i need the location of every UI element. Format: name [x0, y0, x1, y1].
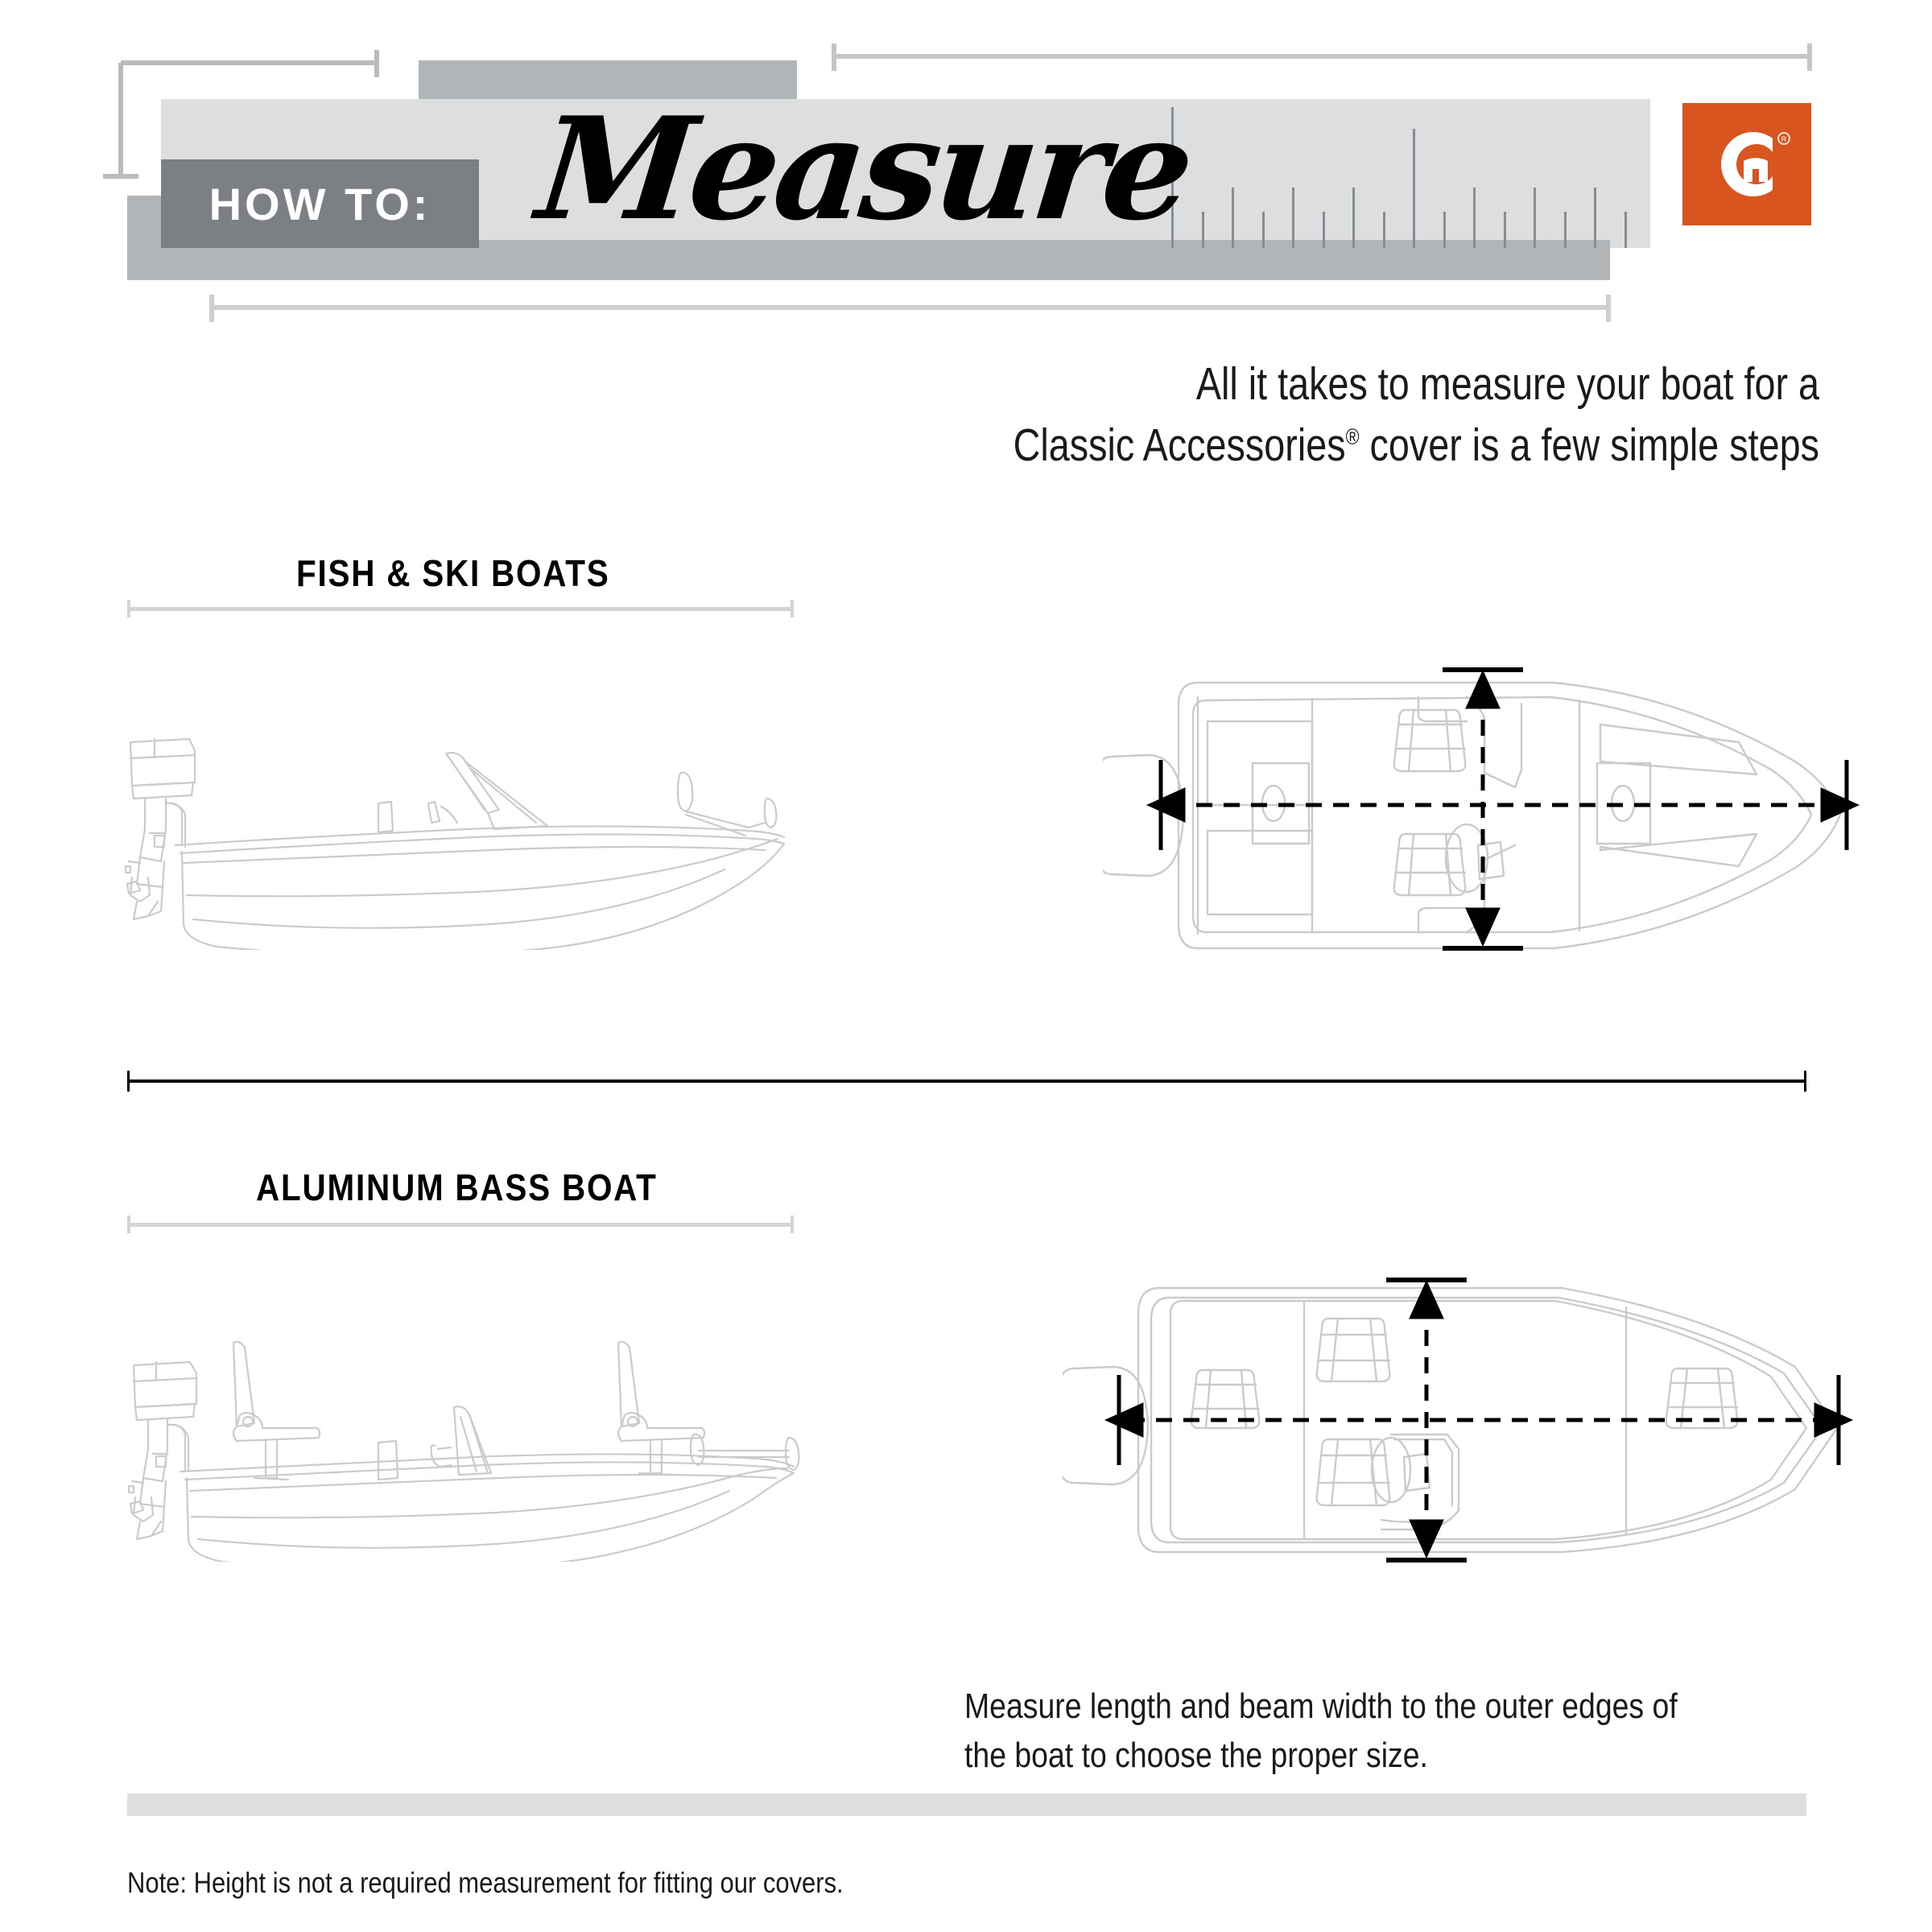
registered-mark: ® [1345, 423, 1360, 449]
section-measure-bar-aluminum-bass [127, 1216, 794, 1233]
section-title-fish-ski: FISH & SKI BOATS [296, 552, 610, 594]
ruler-tick-1 [1202, 212, 1204, 248]
section-divider [127, 1071, 1806, 1092]
footer-note: Note: Height is not a required measurement for fitting our covers. [127, 1866, 844, 1899]
measure-instruction-caption [964, 1682, 1678, 1780]
measure-bar-line [127, 1223, 794, 1227]
ruler-tick-6 [1352, 188, 1355, 248]
ruler-tick-13 [1564, 212, 1567, 248]
fish-ski-boat-top-view [1103, 644, 1916, 990]
footer-bar [127, 1794, 1806, 1816]
ruler-tick-11 [1504, 212, 1506, 248]
how-to-label: HOW TO: [208, 178, 431, 229]
divider-cap-left [127, 1071, 130, 1092]
divider-line [127, 1080, 1806, 1083]
classic-accessories-logo [1682, 103, 1811, 225]
subtitle-brand: Classic Accessories [1013, 419, 1346, 471]
measure-bar-cap-left [127, 600, 130, 617]
ruler-tick-10 [1473, 188, 1476, 248]
subtitle-line-2-tail: cover is a few simple steps [1359, 419, 1819, 471]
ruler-tick-14 [1594, 188, 1596, 248]
fish-ski-boat-side-view [113, 708, 805, 950]
subtitle-line-2 [790, 415, 1819, 477]
ruler-tick-9 [1443, 212, 1446, 248]
section-measure-bar-fish-ski [127, 600, 794, 617]
section-title-aluminum-bass: ALUMINUM BASS BOAT [256, 1166, 658, 1208]
measure-bar-cap-left [127, 1216, 130, 1233]
aluminum-bass-boat-top-view [1063, 1264, 1908, 1594]
measure-bar-line [127, 607, 794, 611]
subtitle [790, 354, 1819, 477]
measure-bar-cap-right [791, 600, 794, 617]
header [0, 0, 1932, 322]
ruler-tick-4 [1292, 188, 1294, 248]
ruler-tick-7 [1383, 212, 1385, 248]
subtitle-line-1: All it takes to measure your boat for a [1195, 358, 1819, 410]
divider-cap-right [1804, 1071, 1806, 1092]
svg-text:R: R [1781, 135, 1787, 143]
ruler-tick-5 [1323, 212, 1325, 248]
how-to-badge [161, 159, 479, 248]
ruler-tick-12 [1534, 188, 1536, 248]
ruler-tick-8 [1413, 129, 1415, 248]
ruler-tick-2 [1232, 188, 1234, 248]
ruler-tick-15 [1624, 212, 1627, 248]
ruler-graphic [1171, 99, 1650, 248]
ruler-tick-3 [1262, 212, 1265, 248]
page-title: Measure [530, 87, 1197, 252]
aluminum-bass-boat-side-view [113, 1320, 821, 1562]
measure-bar-cap-right [791, 1216, 794, 1233]
caption-line-1: Measure length and beam width to the outer edges of [964, 1686, 1678, 1726]
caption-line-2: the boat to choose the proper size. [964, 1735, 1428, 1775]
